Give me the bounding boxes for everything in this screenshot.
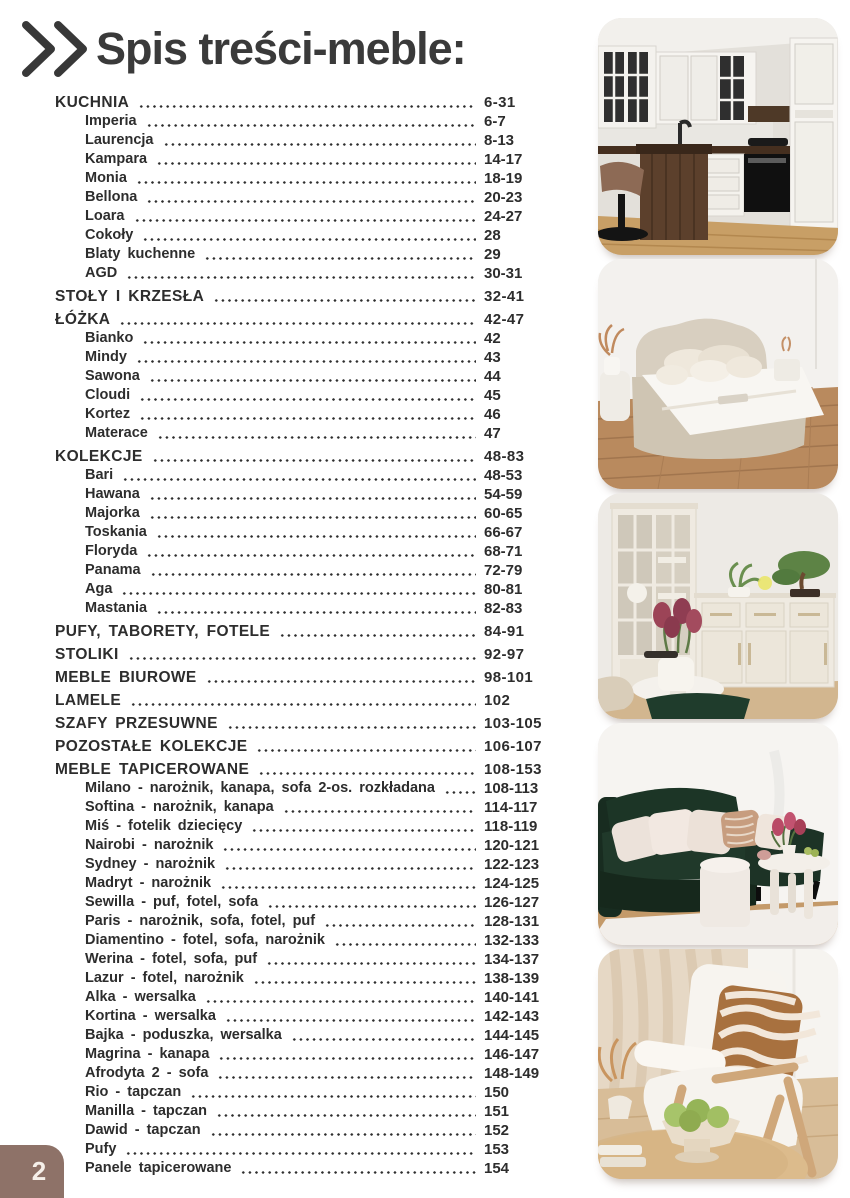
- photo-column: [598, 18, 838, 1179]
- toc-page-numbers: 144-145: [484, 1027, 540, 1044]
- toc-page-numbers: 60-65: [484, 505, 523, 522]
- toc-row[interactable]: [55, 987, 542, 1006]
- toc-dotted-leader: [156, 161, 476, 166]
- toc-dotted-leader: [240, 1170, 476, 1175]
- toc-row[interactable]: [55, 286, 542, 305]
- toc-label: Alka - wersalka: [85, 989, 196, 1005]
- toc-row[interactable]: [55, 621, 542, 640]
- toc-row[interactable]: [55, 690, 542, 709]
- toc-dotted-leader: [136, 359, 476, 364]
- toc-row[interactable]: [55, 541, 542, 560]
- toc-page-numbers: 82-83: [484, 600, 523, 617]
- toc-page-numbers: 148-149: [484, 1065, 540, 1082]
- toc-label: STOLIKI: [55, 646, 119, 663]
- toc-row[interactable]: [55, 1063, 542, 1082]
- photo-cabinet: [598, 493, 838, 719]
- toc-row[interactable]: [55, 1044, 542, 1063]
- toc-label: Floryda: [85, 543, 138, 559]
- toc-dotted-leader: [163, 142, 477, 147]
- toc-list: [55, 92, 542, 1177]
- toc-label: Panele tapicerowane: [85, 1160, 232, 1176]
- toc-label: Panama: [85, 562, 141, 578]
- photo-kitchen: [598, 18, 838, 255]
- header: [18, 18, 466, 80]
- toc-label: Lazur - fotel, narożnik: [85, 970, 244, 986]
- toc-row[interactable]: [55, 797, 542, 816]
- toc-page-numbers: 108-113: [484, 780, 539, 797]
- toc-row[interactable]: [55, 1158, 542, 1177]
- toc-dotted-leader: [218, 1056, 476, 1061]
- toc-label: Mastania: [85, 600, 148, 616]
- toc-label: Magrina - kanapa: [85, 1046, 210, 1062]
- toc-dotted-leader: [213, 298, 476, 303]
- toc-label: Paris - narożnik, sofa, fotel, puf: [85, 913, 316, 929]
- toc-dotted-leader: [266, 961, 476, 966]
- toc-label: Sewilla - puf, fotel, sofa: [85, 894, 259, 910]
- toc-page-numbers: 150: [484, 1084, 510, 1101]
- toc-label: Diamentino - fotel, sofa, narożnik: [85, 932, 325, 948]
- toc-dotted-leader: [146, 123, 476, 128]
- toc-label: MEBLE TAPICEROWANE: [55, 761, 250, 778]
- toc-label: Loara: [85, 208, 125, 224]
- toc-dotted-leader: [217, 1075, 476, 1080]
- toc-row[interactable]: [55, 598, 542, 617]
- toc-label: Materace: [85, 425, 148, 441]
- toc-label: Manilla - tapczan: [85, 1103, 208, 1119]
- toc-row[interactable]: [55, 263, 542, 282]
- toc-page-numbers: 138-139: [484, 970, 540, 987]
- toc-page-numbers: 103-105: [484, 715, 542, 732]
- toc-page-numbers: 24-27: [484, 208, 523, 225]
- toc-page-numbers: 45: [484, 387, 501, 404]
- page-number-tab: [0, 1145, 64, 1198]
- toc-dotted-leader: [253, 980, 476, 985]
- toc-page-numbers: 98-101: [484, 669, 534, 686]
- toc-page-numbers: 68-71: [484, 543, 523, 560]
- toc-dotted-leader: [216, 1113, 476, 1118]
- toc-label: MEBLE BIUROWE: [55, 669, 197, 686]
- toc-label: Madryt - narożnik: [85, 875, 212, 891]
- toc-label: Dawid - tapczan: [85, 1122, 201, 1138]
- toc-label: Hawana: [85, 486, 140, 502]
- toc-dotted-leader: [220, 885, 476, 890]
- toc-dotted-leader: [136, 180, 476, 185]
- toc-page-numbers: 6-7: [484, 113, 506, 130]
- toc-dotted-leader: [156, 610, 476, 615]
- toc-row[interactable]: [55, 667, 542, 686]
- toc-label: Aga: [85, 581, 113, 597]
- toc-label: Bianko: [85, 330, 134, 346]
- toc-row[interactable]: [55, 465, 542, 484]
- toc-row[interactable]: [55, 560, 542, 579]
- double-chevron-right-icon: [18, 18, 90, 80]
- toc-row[interactable]: [55, 873, 542, 892]
- toc-page-numbers: 151: [484, 1103, 510, 1120]
- toc-row[interactable]: [55, 759, 542, 778]
- toc-label: Miś - fotelik dziecięcy: [85, 818, 243, 834]
- toc-label: STOŁY I KRZESŁA: [55, 288, 205, 305]
- toc-dotted-leader: [149, 515, 476, 520]
- toc-dotted-leader: [267, 904, 476, 909]
- toc-page-numbers: 92-97: [484, 646, 525, 663]
- cabinet-illustration: [598, 493, 838, 719]
- toc-page-numbers: 114-117: [484, 799, 538, 816]
- bedroom-illustration: [598, 259, 838, 489]
- toc-page-numbers: 48-53: [484, 467, 523, 484]
- toc-page-numbers: 66-67: [484, 524, 523, 541]
- toc-dotted-leader: [146, 553, 476, 558]
- toc-label: Kortina - wersalka: [85, 1008, 216, 1024]
- toc-label: Kortez: [85, 406, 131, 422]
- toc-label: KUCHNIA: [55, 94, 130, 111]
- toc-page-numbers: 46: [484, 406, 501, 423]
- toc-page-numbers: 18-19: [484, 170, 523, 187]
- toc-dotted-leader: [334, 942, 476, 947]
- toc-label: Laurencja: [85, 132, 154, 148]
- toc-row[interactable]: [55, 446, 542, 465]
- toc-label: Pufy: [85, 1141, 117, 1157]
- toc-dotted-leader: [258, 771, 476, 776]
- toc-label: Monia: [85, 170, 127, 186]
- toc-page-numbers: 44: [484, 368, 501, 385]
- toc-label: Rio - tapczan: [85, 1084, 182, 1100]
- toc-row[interactable]: [55, 522, 542, 541]
- toc-dotted-leader: [205, 999, 476, 1004]
- toc-dotted-leader: [256, 748, 476, 753]
- toc-dotted-leader: [222, 847, 476, 852]
- toc-row[interactable]: [55, 579, 542, 598]
- toc-page-numbers: 72-79: [484, 562, 523, 579]
- toc-label: Bellona: [85, 189, 138, 205]
- toc-page-numbers: 42-47: [484, 311, 525, 328]
- toc-row[interactable]: [55, 111, 542, 130]
- toc-label: Werina - fotel, sofa, puf: [85, 951, 258, 967]
- photo-bedroom: [598, 259, 838, 489]
- toc-page-numbers: 80-81: [484, 581, 523, 598]
- toc-page-numbers: 20-23: [484, 189, 523, 206]
- toc-row[interactable]: [55, 644, 542, 663]
- armchair-illustration: [598, 949, 838, 1179]
- toc-page-numbers: 146-147: [484, 1046, 540, 1063]
- toc-label: Cloudi: [85, 387, 131, 403]
- photo-armchair: [598, 949, 838, 1179]
- toc-row[interactable]: [55, 930, 542, 949]
- toc-page-numbers: 102: [484, 692, 511, 709]
- toc-dotted-leader: [210, 1132, 476, 1137]
- toc-row[interactable]: [55, 168, 542, 187]
- toc-label: Imperia: [85, 113, 137, 129]
- toc-label: Milano - narożnik, kanapa, sofa 2-os. rozkładana: [85, 780, 435, 796]
- toc-label: POZOSTAŁE KOLEKCJE: [55, 738, 248, 755]
- toc-dotted-leader: [444, 790, 476, 795]
- toc-dotted-leader: [225, 1018, 476, 1023]
- toc-page-numbers: 118-119: [484, 818, 538, 835]
- toc-row[interactable]: [55, 713, 542, 732]
- toc-page-numbers: 132-133: [484, 932, 540, 949]
- toc-dotted-leader: [139, 397, 476, 402]
- toc-dotted-leader: [224, 866, 476, 871]
- toc-label: Sawona: [85, 368, 140, 384]
- toc-dotted-leader: [146, 199, 476, 204]
- toc-page-numbers: 126-127: [484, 894, 540, 911]
- toc-dotted-leader: [119, 321, 476, 326]
- toc-dotted-leader: [149, 496, 476, 501]
- toc-row[interactable]: [55, 949, 542, 968]
- toc-dotted-leader: [150, 572, 476, 577]
- toc-page-numbers: 106-107: [484, 738, 542, 755]
- toc-row[interactable]: [55, 423, 542, 442]
- toc-dotted-leader: [134, 218, 477, 223]
- toc-page-numbers: 142-143: [484, 1008, 540, 1025]
- toc-row[interactable]: [55, 366, 542, 385]
- toc-row[interactable]: [55, 835, 542, 854]
- toc-page-numbers: 48-83: [484, 448, 525, 465]
- toc-dotted-leader: [142, 340, 476, 345]
- toc-label: Majorka: [85, 505, 140, 521]
- toc-page-numbers: 152: [484, 1122, 510, 1139]
- toc-dotted-leader: [149, 378, 476, 383]
- toc-dotted-leader: [206, 679, 476, 684]
- toc-dotted-leader: [279, 633, 476, 638]
- toc-label: Afrodyta 2 - sofa: [85, 1065, 209, 1081]
- toc-page-numbers: 28: [484, 227, 501, 244]
- toc-page-numbers: 122-123: [484, 856, 540, 873]
- toc-dotted-leader: [142, 237, 476, 242]
- toc-page-numbers: 6-31: [484, 94, 516, 111]
- toc-row[interactable]: [55, 1025, 542, 1044]
- toc-dotted-leader: [130, 702, 476, 707]
- toc-label: Mindy: [85, 349, 127, 365]
- toc-page-numbers: 128-131: [484, 913, 540, 930]
- toc-row[interactable]: [55, 1101, 542, 1120]
- toc-dotted-leader: [139, 416, 476, 421]
- toc-label: Bari: [85, 467, 114, 483]
- toc-label: Blaty kuchenne: [85, 246, 196, 262]
- toc-row[interactable]: [55, 404, 542, 423]
- toc-page-numbers: 120-121: [484, 837, 540, 854]
- toc-row[interactable]: [55, 484, 542, 503]
- toc-page-numbers: 84-91: [484, 623, 525, 640]
- toc-page-numbers: 30-31: [484, 265, 523, 282]
- toc-dotted-leader: [138, 104, 476, 109]
- toc-row[interactable]: [55, 736, 542, 755]
- toc-page-numbers: 124-125: [484, 875, 540, 892]
- toc-row[interactable]: [55, 854, 542, 873]
- living-room-illustration: [598, 723, 838, 945]
- toc-row[interactable]: [55, 911, 542, 930]
- toc-page-numbers: 140-141: [484, 989, 540, 1006]
- toc-dotted-leader: [227, 725, 476, 730]
- toc-row[interactable]: [55, 892, 542, 911]
- toc-label: LAMELE: [55, 692, 122, 709]
- toc-dotted-leader: [190, 1094, 476, 1099]
- toc-dotted-leader: [156, 534, 476, 539]
- toc-row[interactable]: [55, 130, 542, 149]
- toc-row[interactable]: [55, 968, 542, 987]
- toc-row[interactable]: [55, 816, 542, 835]
- toc-row[interactable]: [55, 309, 542, 328]
- toc-row[interactable]: [55, 1120, 542, 1139]
- toc-dotted-leader: [324, 923, 476, 928]
- toc-label: Toskania: [85, 524, 147, 540]
- kitchen-illustration: [598, 18, 838, 255]
- toc-row[interactable]: [55, 1139, 542, 1158]
- page-title: Spis treści-meble:: [96, 23, 466, 74]
- toc-label: SZAFY PRZESUWNE: [55, 715, 218, 732]
- toc-label: PUFY, TABORETY, FOTELE: [55, 623, 271, 640]
- toc-page-numbers: 8-13: [484, 132, 515, 149]
- toc-label: Softina - narożnik, kanapa: [85, 799, 274, 815]
- toc-dotted-leader: [157, 435, 476, 440]
- toc-page-numbers: 154: [484, 1160, 510, 1177]
- toc-row[interactable]: [55, 187, 542, 206]
- toc-page-numbers: 54-59: [484, 486, 523, 503]
- toc-page-numbers: 47: [484, 425, 501, 442]
- toc-page-numbers: 42: [484, 330, 501, 347]
- toc-row[interactable]: [55, 347, 542, 366]
- toc-row[interactable]: [55, 328, 542, 347]
- toc-dotted-leader: [204, 256, 476, 261]
- toc-page-numbers: 32-41: [484, 288, 525, 305]
- toc-label: Cokoły: [85, 227, 134, 243]
- toc-label: KOLEKCJE: [55, 448, 143, 465]
- toc-dotted-leader: [291, 1037, 476, 1042]
- toc-dotted-leader: [128, 656, 476, 661]
- toc-dotted-leader: [251, 828, 476, 833]
- photo-living-room: [598, 723, 838, 945]
- toc-row[interactable]: [55, 385, 542, 404]
- toc-page-numbers: 43: [484, 349, 501, 366]
- toc-label: Bajka - poduszka, wersalka: [85, 1027, 282, 1043]
- toc-page-numbers: 153: [484, 1141, 510, 1158]
- toc-row[interactable]: [55, 1006, 542, 1025]
- toc-dotted-leader: [125, 1151, 476, 1156]
- page-number: 2: [31, 1156, 47, 1186]
- toc-dotted-leader: [126, 275, 476, 280]
- toc-label: Kampara: [85, 151, 148, 167]
- toc-dotted-leader: [121, 591, 476, 596]
- toc-row[interactable]: [55, 92, 542, 111]
- toc-dotted-leader: [152, 458, 476, 463]
- toc-row[interactable]: [55, 225, 542, 244]
- toc-row[interactable]: [55, 1082, 542, 1101]
- toc-page-numbers: 14-17: [484, 151, 523, 168]
- toc-row[interactable]: [55, 503, 542, 522]
- toc-label: ŁÓŻKA: [55, 311, 111, 328]
- toc-label: Sydney - narożnik: [85, 856, 216, 872]
- toc-dotted-leader: [283, 809, 476, 814]
- toc-page-numbers: 134-137: [484, 951, 540, 968]
- toc-row[interactable]: [55, 149, 542, 168]
- toc-row[interactable]: [55, 206, 542, 225]
- toc-dotted-leader: [122, 477, 476, 482]
- toc-label: AGD: [85, 265, 118, 281]
- toc-label: Nairobi - narożnik: [85, 837, 214, 853]
- toc-row[interactable]: [55, 244, 542, 263]
- toc-row[interactable]: [55, 778, 542, 797]
- toc-page-numbers: 29: [484, 246, 501, 263]
- toc-page-numbers: 108-153: [484, 761, 542, 778]
